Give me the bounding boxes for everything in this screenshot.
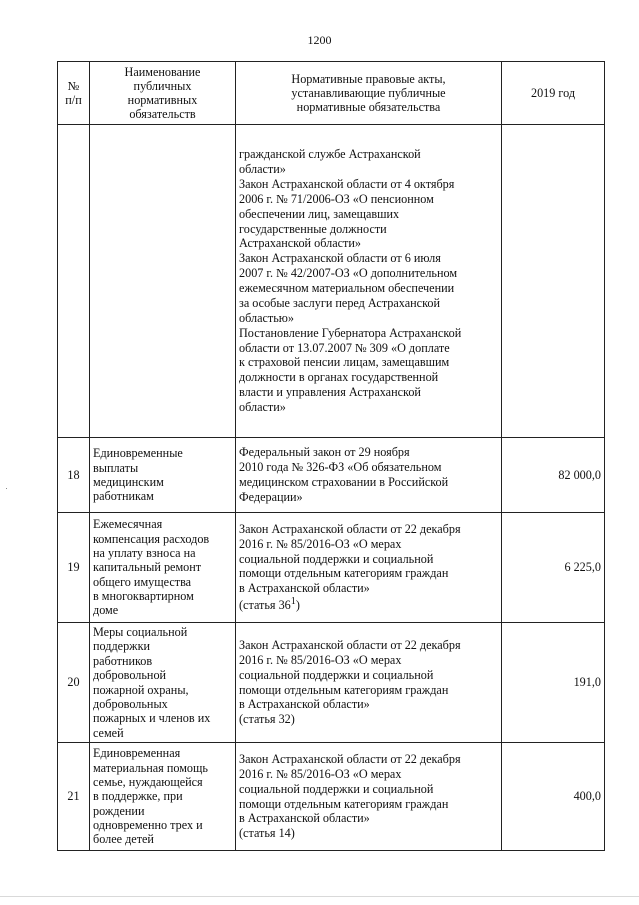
row-amount: 6 225,0: [502, 513, 605, 623]
header-obligation-name: Наименование публичных нормативных обязательств: [90, 62, 236, 125]
row-obligation-name: Единовременные выплаты медицинским работникам: [90, 438, 236, 513]
row-amount: 82 000,0: [502, 438, 605, 513]
row-legal-acts: Закон Астраханской области от 22 декабря 2016 г. № 85/2016-ОЗ «О мерах социальной поддержки и социальной помощи отдельным категориям граждан в Астраханской области» (статья 32): [236, 623, 502, 743]
bottom-rule: [0, 896, 639, 897]
page-number: 1200: [307, 33, 332, 47]
table-row: [58, 438, 605, 513]
table-row: [58, 743, 605, 851]
row-legal-acts: гражданской службе Астраханской области» Закон Астраханской области от 4 октября 2006 г. № 71/2006-ОЗ «О пенсионном обеспечении лиц, замещавших государственные должности Астраханской области» Закон Астраханской области от 6 июля 2007 г. № 42/2007-ОЗ «О дополнительном ежемесячном материальном обеспечении за особые заслуги перед Астраханской областью» Постановление Губернатора Астраханской области от 13.07.2007 № 309 «О доплате к страховой пенсии лицам, замещавшим должности в органах государственной власти и управления Астраханской области»: [236, 125, 502, 438]
row-amount: 191,0: [502, 623, 605, 743]
row-legal-acts: Федеральный закон от 29 ноября 2010 года № 326-ФЗ «Об обязательном медицинском страховании в Российской Федерации»: [236, 438, 502, 513]
row-number: 20: [58, 623, 90, 743]
row-legal-acts: Закон Астраханской области от 22 декабря 2016 г. № 85/2016-ОЗ «О мерах социальной поддержки и социальной помощи отдельным категориям граждан в Астраханской области» (статья 14): [236, 743, 502, 851]
row-amount: 400,0: [502, 743, 605, 851]
row-obligation-name: Ежемесячная компенсация расходов на уплату взноса на капитальный ремонт общего имущества в многоквартирном доме: [90, 513, 236, 623]
row-obligation-name: [90, 125, 236, 438]
row-number: 21: [58, 743, 90, 851]
header-row: [58, 62, 605, 125]
header-year: 2019 год: [502, 62, 605, 125]
table-row: [58, 623, 605, 743]
row-obligation-name: Единовременная материальная помощь семье, нуждающейся в поддержке, при рождении одновременно трех и более детей: [90, 743, 236, 851]
row-amount: [502, 125, 605, 438]
row-number: 19: [58, 513, 90, 623]
scan-speck: [6, 488, 7, 489]
obligations-table: [57, 61, 605, 851]
row-article-reference: (статья 36: [239, 598, 291, 613]
table-row-continuation: [58, 125, 605, 438]
row-number: [58, 125, 90, 438]
header-number: № п/п: [58, 62, 90, 125]
header-legal-acts: Нормативные правовые акты, устанавливающие публичные нормативные обязательства: [236, 62, 502, 125]
row-article-closing: ): [295, 598, 300, 613]
row-article-superscript: 1: [290, 596, 296, 608]
row-number: 18: [58, 438, 90, 513]
row-legal-acts-cell: [236, 513, 502, 623]
table-row: [58, 513, 605, 623]
row-obligation-name: Меры социальной поддержки работников добровольной пожарной охраны, добровольных пожарных и членов их семей: [90, 623, 236, 743]
row-legal-acts: Закон Астраханской области от 22 декабря 2016 г. № 85/2016-ОЗ «О мерах социальной поддержки и социальной помощи отдельным категориям граждан в Астраханской области»: [239, 521, 461, 596]
